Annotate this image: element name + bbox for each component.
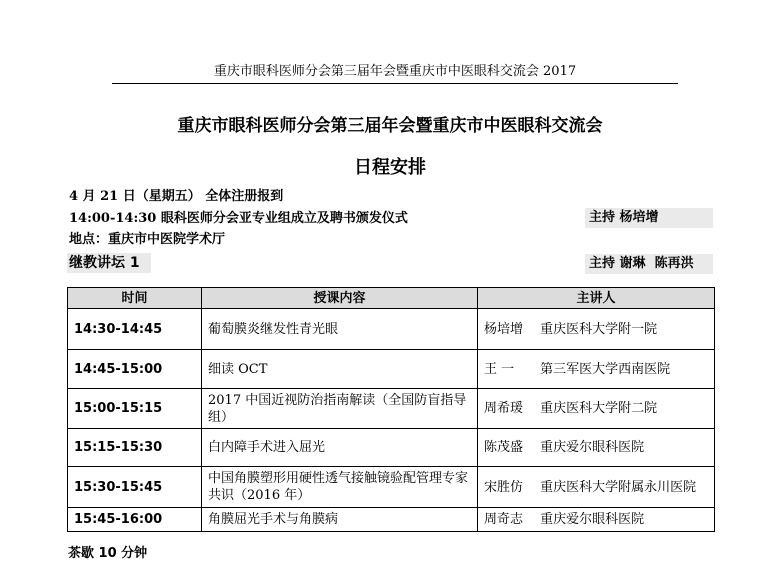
speaker-name: 陈茂盛 bbox=[484, 440, 524, 455]
speaker-cell bbox=[478, 350, 715, 389]
speaker-org: 重庆医科大学附一院 bbox=[540, 321, 658, 337]
topic-cell: 角膜屈光手术与角膜病 bbox=[202, 508, 478, 532]
document-subtitle: 日程安排 bbox=[354, 157, 426, 178]
speaker-org: 重庆爱尔眼科医院 bbox=[540, 512, 645, 527]
page-header: 重庆市眼科医师分会第三届年会暨重庆市中医眼科交流会 2017 bbox=[213, 64, 577, 79]
location-line: 地点：重庆市中医院学术厅 bbox=[69, 232, 226, 247]
speaker-cell bbox=[478, 508, 715, 532]
speaker-org: 第三军医大学西南医院 bbox=[540, 361, 671, 377]
time-cell: 15:00-15:15 bbox=[68, 389, 202, 429]
table-row bbox=[68, 508, 715, 532]
table-row bbox=[68, 467, 715, 508]
session-title: 继教讲坛 1 bbox=[67, 253, 151, 273]
speaker-name: 杨培增 bbox=[484, 321, 524, 337]
speaker-name: 周希瑗 bbox=[484, 401, 524, 416]
topic-cell: 2017 中国近视防治指南解读（全国防盲指导组） bbox=[202, 389, 478, 429]
time-cell: 15:15-15:30 bbox=[68, 429, 202, 467]
column-header-time: 时间 bbox=[68, 288, 202, 309]
ceremony-line: 14:00-14:30 眼科医师分会亚专业组成立及聘书颁发仪式 bbox=[69, 211, 408, 226]
time-cell: 14:45-15:00 bbox=[68, 350, 202, 389]
table-row bbox=[68, 309, 715, 350]
column-header-speaker: 主讲人 bbox=[478, 288, 715, 309]
topic-cell: 细读 OCT bbox=[202, 350, 478, 389]
speaker-org: 重庆医科大学附属永川医院 bbox=[540, 479, 697, 495]
table-header-row bbox=[68, 288, 715, 309]
table-row bbox=[68, 350, 715, 389]
speaker-org: 重庆爱尔眼科医院 bbox=[540, 440, 645, 455]
time-cell: 14:30-14:45 bbox=[68, 309, 202, 350]
speaker-cell bbox=[478, 389, 715, 429]
time-cell: 15:30-15:45 bbox=[68, 467, 202, 508]
speaker-cell bbox=[478, 467, 715, 508]
speaker-name: 周奇志 bbox=[484, 512, 524, 527]
table-row bbox=[68, 429, 715, 467]
schedule-table bbox=[67, 287, 715, 532]
topic-cell: 白内障手术进入屈光 bbox=[202, 429, 478, 467]
speaker-cell bbox=[478, 309, 715, 350]
topic-cell: 葡萄膜炎继发性青光眼 bbox=[202, 309, 478, 350]
time-cell: 15:45-16:00 bbox=[68, 508, 202, 532]
host-label-1: 主持 杨培增 bbox=[585, 208, 713, 228]
speaker-cell bbox=[478, 429, 715, 467]
speaker-name: 宋胜仿 bbox=[484, 479, 524, 495]
speaker-org: 重庆医科大学附二院 bbox=[540, 401, 658, 416]
table-row bbox=[68, 389, 715, 429]
document-title: 重庆市眼科医师分会第三届年会暨重庆市中医眼科交流会 bbox=[177, 116, 603, 136]
host-label-2: 主持 谢琳 陈再洪 bbox=[585, 254, 713, 274]
column-header-topic: 授课内容 bbox=[202, 288, 478, 309]
registration-line: 4 月 21 日（星期五） 全体注册报到 bbox=[69, 189, 284, 204]
topic-cell: 中国角膜塑形用硬性透气接触镜验配管理专家共识（2016 年） bbox=[202, 467, 478, 508]
tea-break-line: 茶歇 10 分钟 bbox=[68, 546, 148, 561]
header-rule bbox=[112, 83, 678, 84]
speaker-name: 王 一 bbox=[484, 361, 515, 377]
